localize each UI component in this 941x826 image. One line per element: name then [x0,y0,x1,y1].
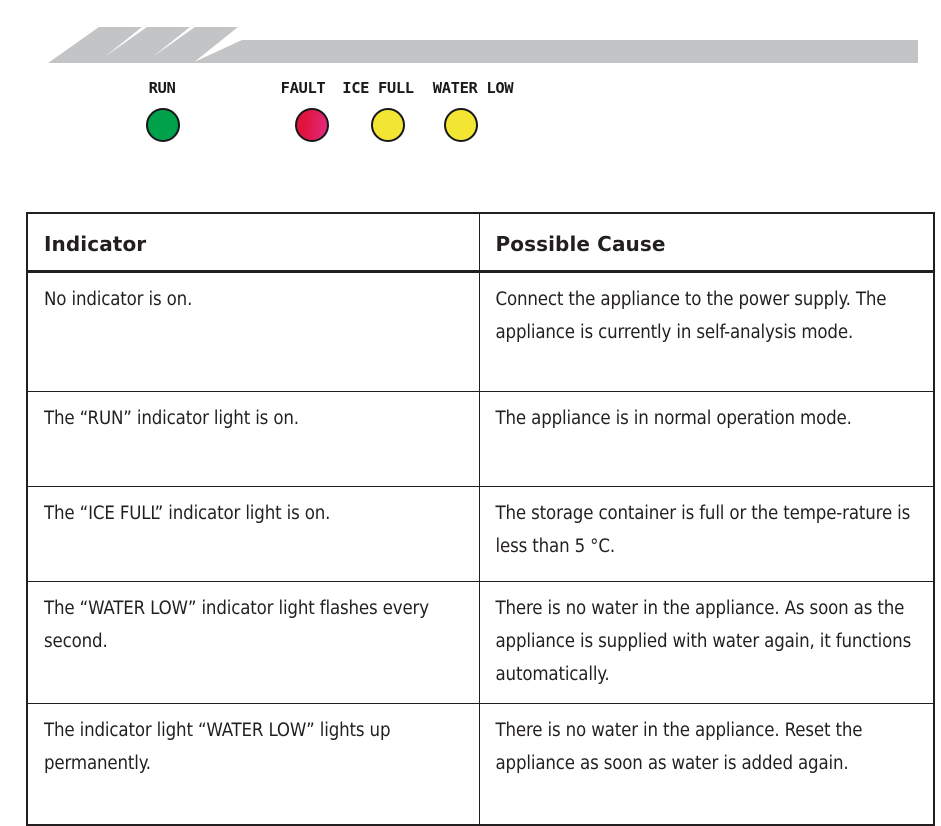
led-label-ice-full: ICE FULL [342,79,414,97]
troubleshooting-table [26,212,935,826]
led-lamp-run [146,108,180,142]
cell-possible-cause: There is no water in the appliance. As soon as the appliance is supplied with water again, it functions automatically. [479,582,934,704]
led-lamp-ice-full [371,108,405,142]
cell-possible-cause: Connect the appliance to the power supply. The appliance is currently in self-analysis mode. [479,272,934,392]
table-row [27,704,934,826]
led-label-run: RUN [148,79,176,97]
table-row [27,487,934,582]
led-label-fault: FAULT [280,79,326,97]
cell-indicator: The “ICE FULL” indicator light is on. [27,487,479,582]
led-lamp-water-low [444,108,478,142]
led-indicator-row [0,108,941,156]
led-lamp-fault [295,108,329,142]
panel-horizontal-bar [192,40,918,63]
table-row [27,392,934,487]
column-header-possible-cause: Possible Cause [479,213,934,272]
cell-indicator: The indicator light “WATER LOW” lights up permanently. [27,704,479,826]
cell-possible-cause: There is no water in the appliance. Reset the appliance as soon as water is added again. [479,704,934,826]
cell-possible-cause: The appliance is in normal operation mode. [479,392,934,487]
led-label-row [0,78,941,100]
column-header-indicator: Indicator [27,213,479,272]
cell-indicator: No indicator is on. [27,272,479,392]
control-panel-graphic [0,0,941,80]
cell-indicator: The “RUN” indicator light is on. [27,392,479,487]
table-row [27,272,934,392]
cell-possible-cause: The storage container is full or the tempe-rature is less than 5 °C. [479,487,934,582]
table-header-row [27,213,934,272]
table-row [27,582,934,704]
led-label-water-low: WATER LOW [432,79,514,97]
cell-indicator: The “WATER LOW” indicator light flashes every second. [27,582,479,704]
